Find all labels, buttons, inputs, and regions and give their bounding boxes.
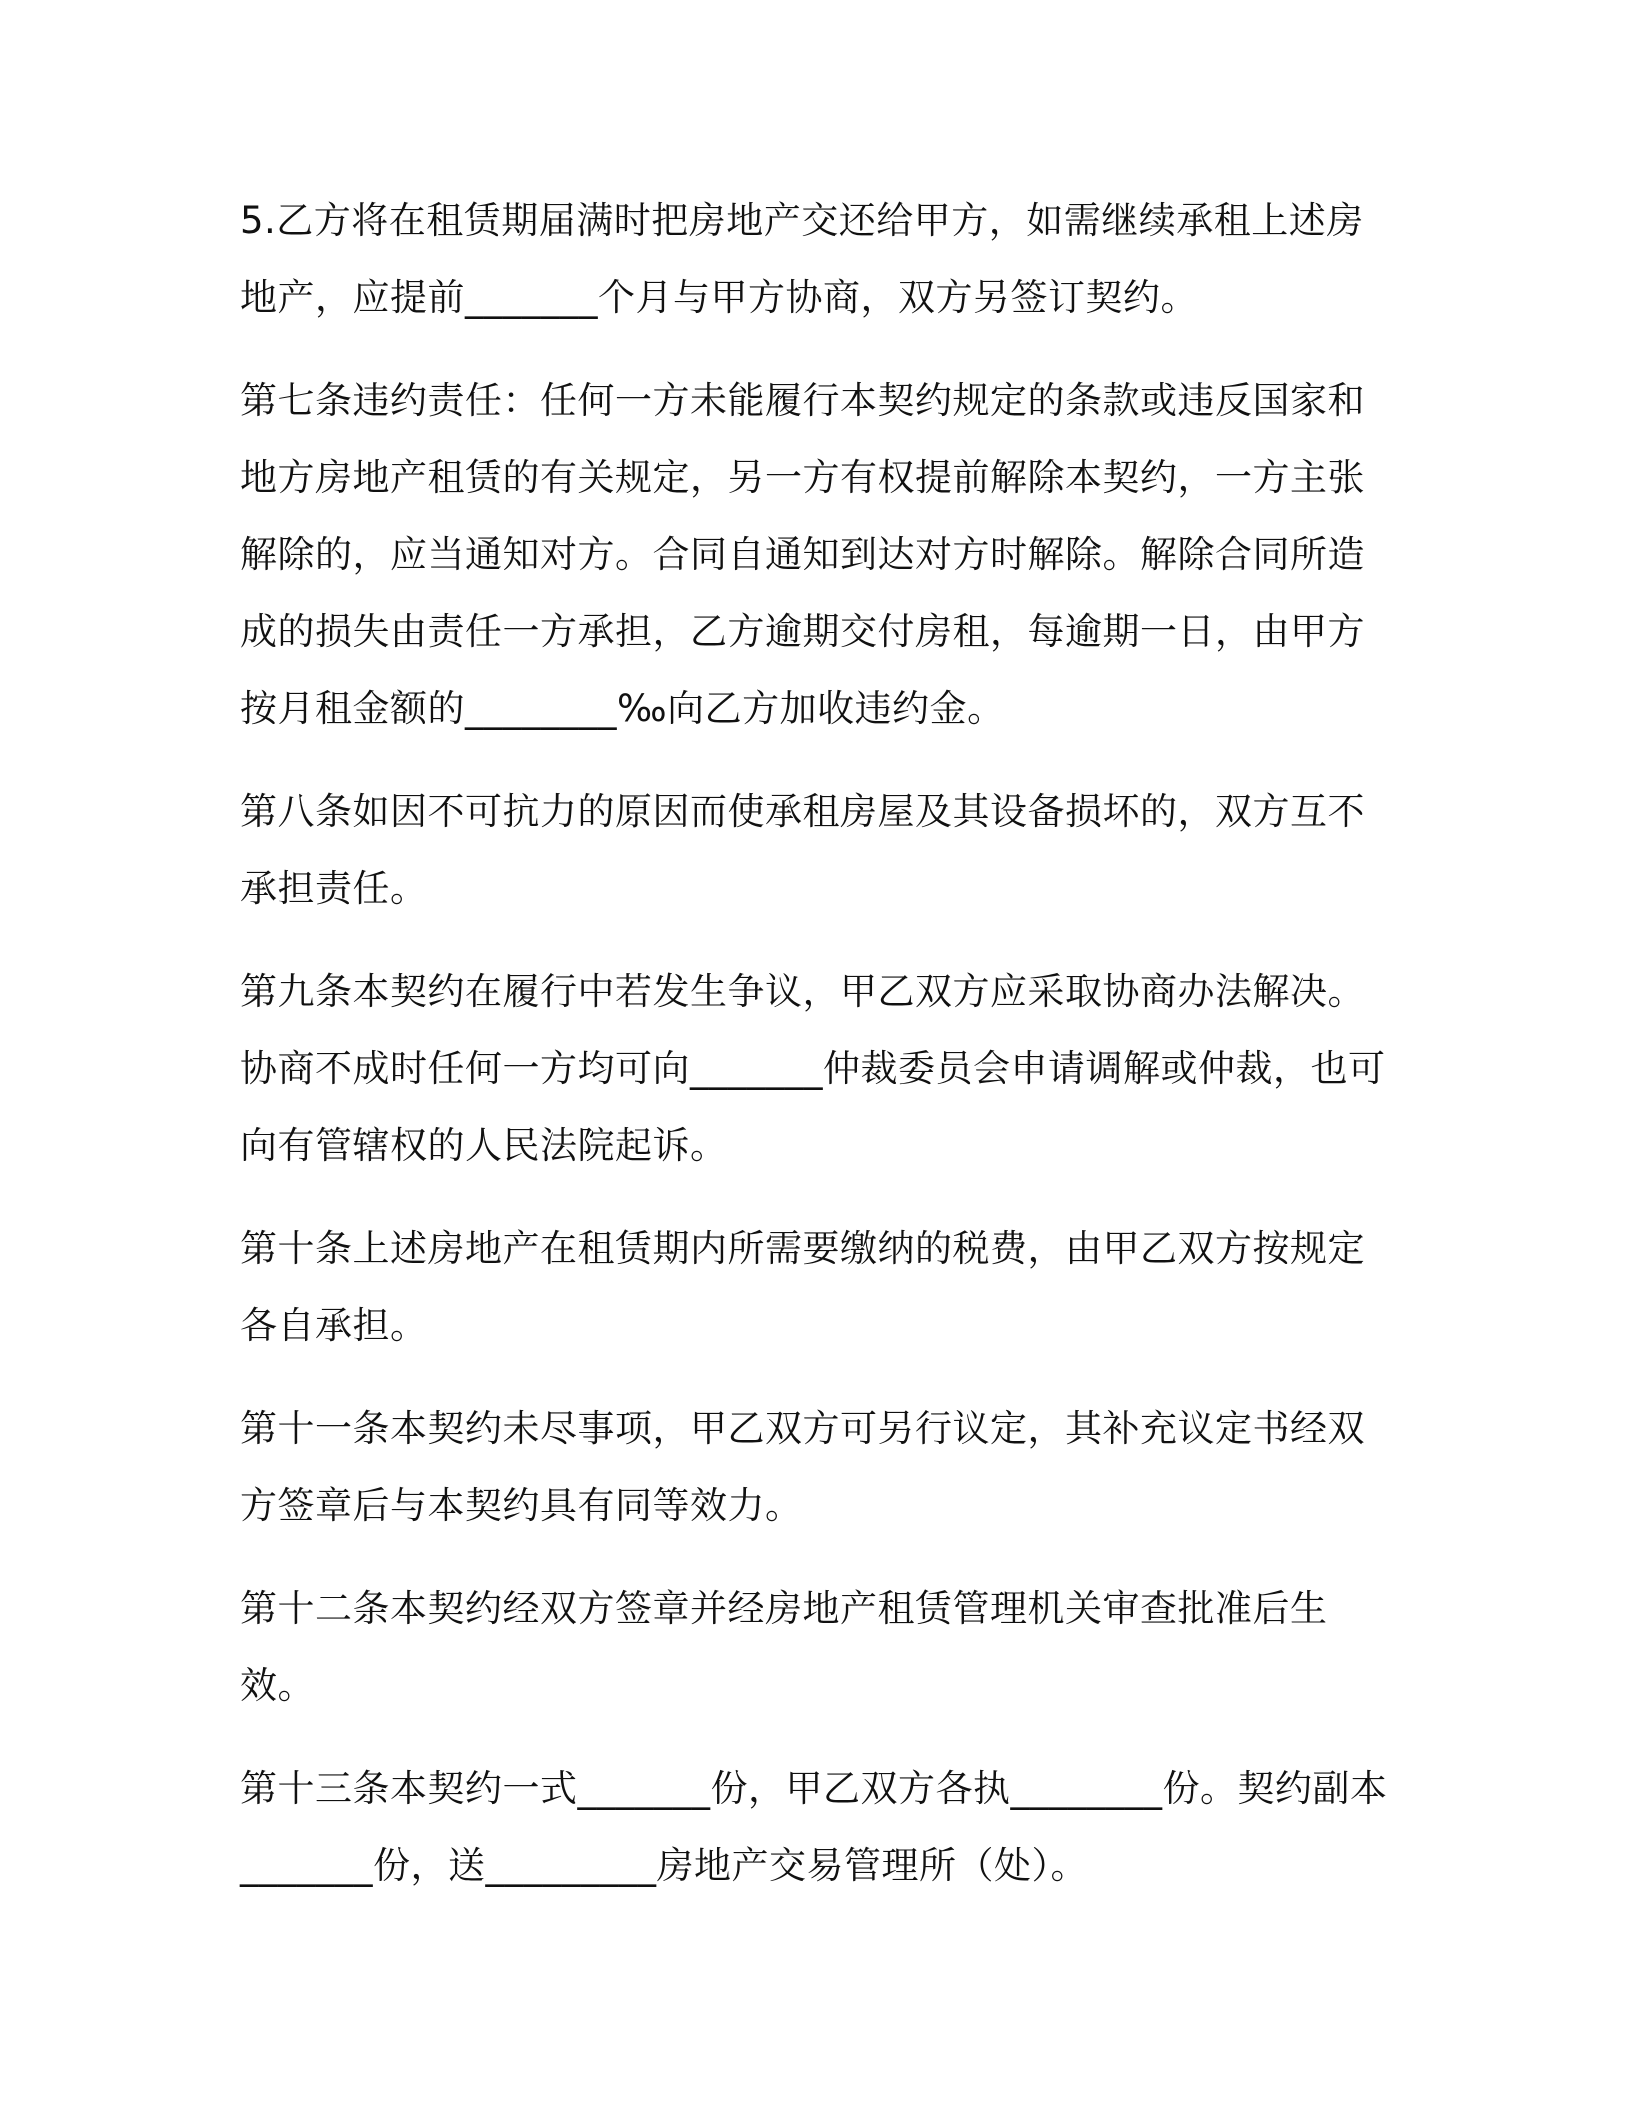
paragraph-article-10: 第十条上述房地产在租赁期内所需要缴纳的税费，由甲乙双方按规定各自承担。 [240, 1227, 1365, 1347]
paragraph-article-8: 第八条如因不可抗力的原因而使承租房屋及其设备损坏的，双方互不承担责任。 [240, 790, 1365, 910]
paragraph-article-11: 第十一条本契约未尽事项，甲乙双方可另行议定，其补充议定书经双方签章后与本契约具有同等效力。 [240, 1407, 1365, 1527]
paragraph-clause-5: 5.乙方将在租赁期届满时把房地产交还给甲方，如需继续承租上述房地产，应提前_______个月与甲方协商，双方另签订契约。 [240, 199, 1364, 319]
document-body [240, 182, 1390, 1930]
paragraph-article-7: 第七条违约责任：任何一方未能履行本契约规定的条款或违反国家和地方房地产租赁的有关规定，另一方有权提前解除本契约，一方主张解除的，应当通知对方。合同自通知到达对方时解除。解除合同所造成的损失由责任一方承担，乙方逾期交付房租，每逾期一日，由甲方按月租金额的________‰向乙方加收违约金。 [240, 379, 1365, 730]
paragraph-article-12: 第十二条本契约经双方签章并经房地产租赁管理机关审查批准后生效。 [240, 1587, 1328, 1707]
paragraph-article-9: 第九条本契约在履行中若发生争议，甲乙双方应采取协商办法解决。协商不成时任何一方均可向_______仲裁委员会申请调解或仲裁，也可向有管辖权的人民法院起诉。 [240, 970, 1386, 1167]
paragraph-article-13: 第十三条本契约一式_______份，甲乙双方各执________份。契约副本_______份，送_________房地产交易管理所（处）。 [240, 1767, 1388, 1887]
